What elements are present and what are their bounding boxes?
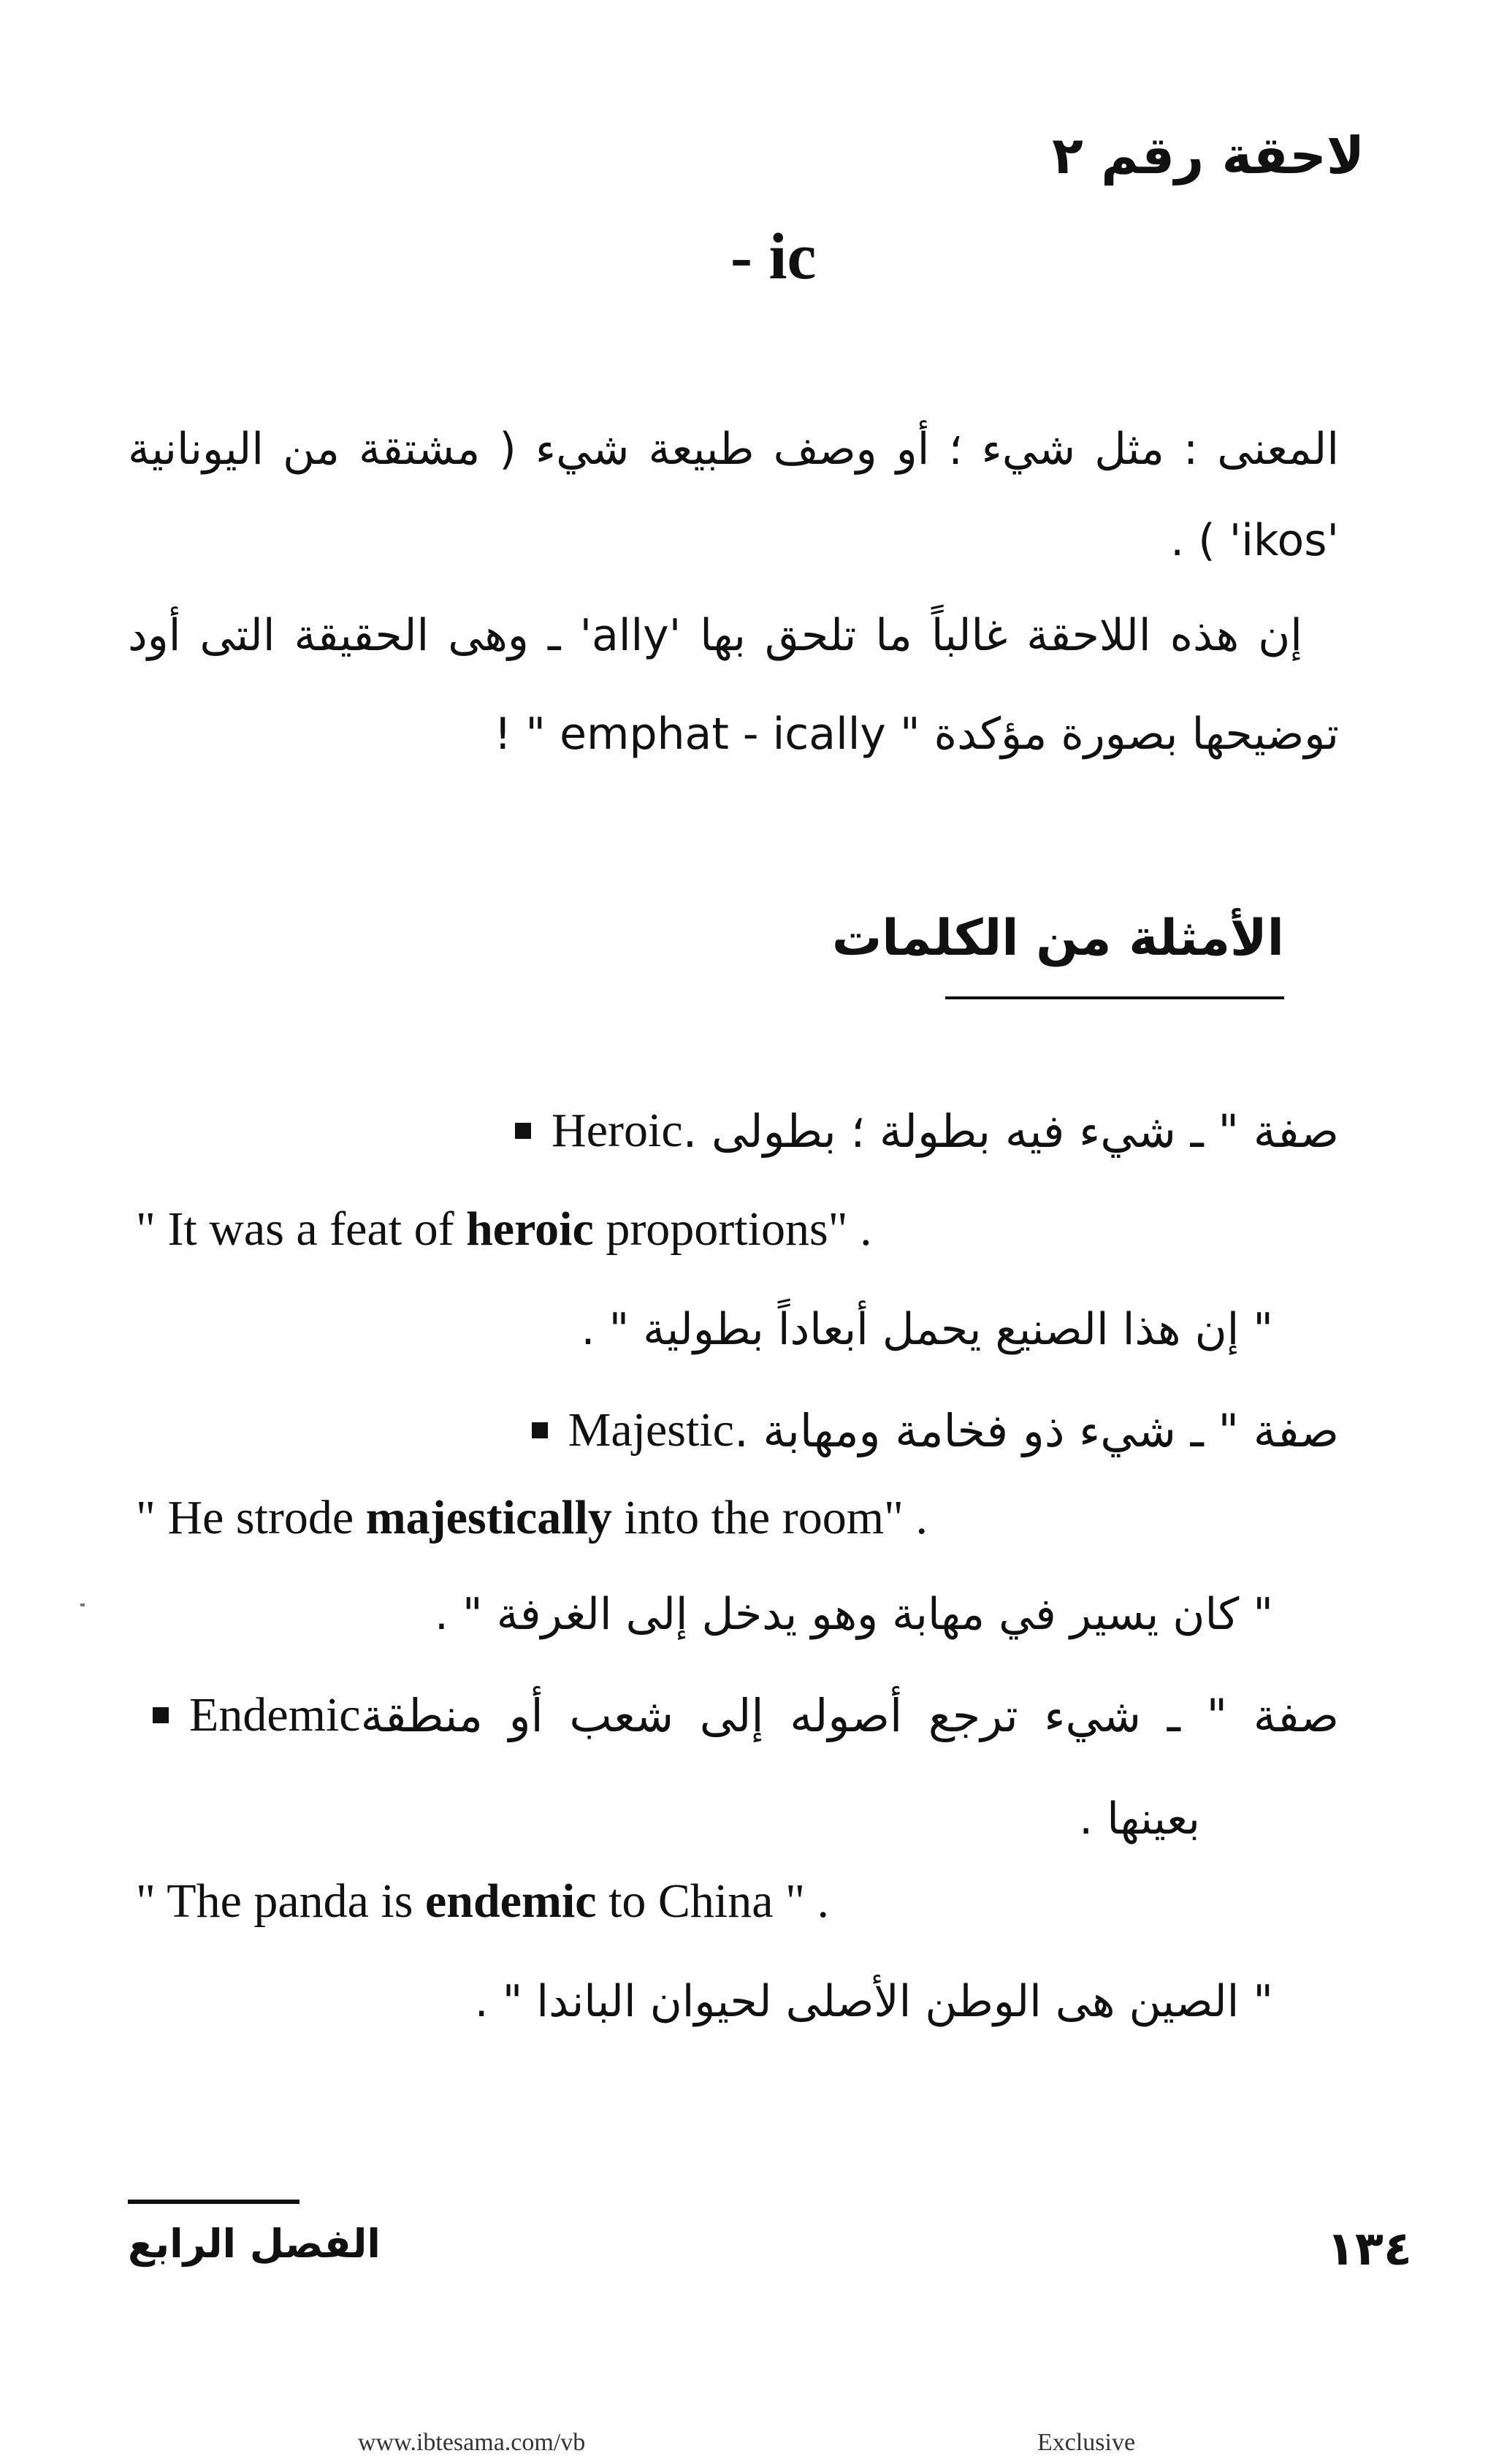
example-gloss: صفة " ـ شيء ترجع أصوله إلى شعب أو منطقة [360,1688,1339,1742]
example-majestic [507,1403,1339,1458]
chapter-label: الفصل الرابع [128,2221,381,2267]
bullet-square-icon [532,1422,548,1438]
example-sentence: " It was a feat of heroic proportions" . [136,1202,872,1256]
example-gloss-continuation: بعينها . [1079,1793,1200,1845]
example-keyword: endemic [424,1874,597,1928]
example-gloss: صفة " ـ شيء ذو فخامة ومهابة . [733,1403,1339,1457]
example-term: Majestic [568,1403,734,1457]
intro-line-3: إن هذه اللاحقة غالباً ما تلحق بها 'ally' ـ وهى الحقيقة التى أود [128,610,1302,661]
bullet-square-icon [515,1123,531,1139]
heading-underline [945,996,1284,999]
watermark-label: Exclusive [1037,2429,1136,2456]
intro-line-4: توضيحها بصورة مؤكدة " emphat - ically " ! [494,709,1339,760]
example-keyword: majestically [365,1491,612,1544]
scan-speck [80,1603,85,1606]
example-translation: " كان يسير في مهابة وهو يدخل إلى الغرفة " . [434,1589,1273,1640]
example-keyword: heroic [466,1202,594,1256]
example-translation: " الصين هى الوطن الأصلى لحيوان الباندا " . [474,1976,1273,2027]
intro-line-2: . ( 'ikos' [1170,515,1339,566]
examples-heading: الأمثلة من الكلمات [831,909,1284,967]
page-title: لاحقة رقم ٢ [1052,126,1365,186]
watermark-url: www.ibtesama.com/vb [358,2429,586,2456]
example-sentence: " He strode majestically into the room" . [136,1491,928,1544]
example-translation: " إن هذا الصنيع يحمل أبعاداً بطولية " . [581,1304,1273,1355]
intro-line-1: المعنى : مثل شيء ؛ أو وصف طبيعة شيء ( مشتقة من اليونانية [128,424,1339,475]
example-gloss: صفة " ـ شيء فيه بطولة ؛ بطولى . [682,1104,1339,1158]
suffix-heading: - ic [730,221,817,293]
example-term: Heroic [552,1104,683,1157]
example-sentence: " The panda is endemic to China " . [136,1874,830,1928]
footer-rule [128,2200,299,2204]
example-term: Endemic [189,1688,361,1742]
example-heroic [490,1103,1339,1159]
bullet-square-icon [153,1707,169,1723]
example-endemic [128,1687,1339,1743]
page-number: ١٣٤ [1326,2222,1412,2276]
